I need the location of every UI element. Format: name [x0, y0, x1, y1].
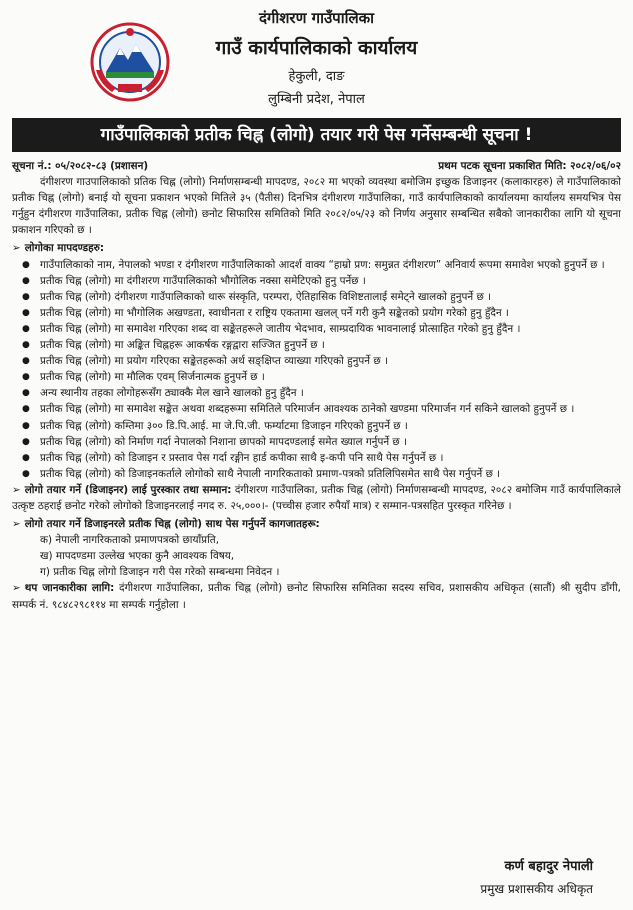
prize-text: दंगीशरण गाउँपालिका, प्रतीक चिह्न (लोगो) निर्माणसम्बन्धी मापदण्ड, २०८२ बमोजिम गाउँ कार्यपालिकाले उत्कृष्ट ठहराई छनोट गरेको लोगोको डिजाइनरलाई नगद रु. २५,०००।- (पच्चीस हजार रुपैयाँ मात्र) र सम्मान-पत्रसहित पुरस्कृत गरिनेछ ।	[12, 483, 621, 512]
publish-date: प्रथम पटक सूचना प्रकाशित मिति: २०८२/०६/०२	[438, 160, 621, 172]
list-item: ● प्रतीक चिह्न (लोगो) को डिजाइन र प्रस्ताव पेस गर्दा रङ्गीन हार्ड कपीका साथै इ-कपी पनि साथै पेस गर्नुपर्ने छ ।	[12, 450, 621, 466]
list-item: ● प्रतीक चिह्न (लोगो) मा अङ्कित चिह्नहरू आकर्षक रङ्गद्वारा सज्जित हुनुपर्ने छ ।	[12, 337, 621, 353]
list-item: ● प्रतीक चिह्न (लोगो) मा भौगोलिक अखण्डता, स्वाधीनता र राष्ट्रिय एकतामा खलल् पर्ने गरी कुनै सङ्केतको प्रयोग गरेको हुनु हुँदैन ।	[12, 305, 621, 321]
signatory-title: प्रमुख प्रशासकीय अधिकृत	[480, 882, 593, 896]
notice-title-banner: गाउँपालिकाको प्रतीक चिह्न (लोगो) तयार गरी पेस गर्नेसम्बन्धी सूचना !	[12, 118, 621, 152]
prize-section	[12, 482, 621, 514]
contact-text: दंगीशरण गाउँपालिका, प्रतीक चिह्न (लोगो) छनोट सिफारिस समितिका सदस्य सचिव, प्रशासकीय अधिकृत (सातौं) श्री सुदीप डाँगी, सम्पर्क नं. ९८४८२९८११४ मा सम्पर्क गर्नुहोला ।	[12, 582, 621, 611]
list-item: ● प्रतीक चिह्न (लोगो) मा मौलिक एवम् सिर्जनात्मक हुनुपर्ने छ ।	[12, 369, 621, 385]
list-item: ● प्रतीक चिह्न (लोगो) कम्तिमा ३०० डि.पि.आई. मा जे.पि.जी. फर्म्याटमा डिजाइन गरिएको हुनुपर्ने छ ।	[12, 418, 621, 434]
list-item: ● प्रतीक चिह्न (लोगो) दंगीशरण गाउँपालिकाको थारू संस्कृति, परम्परा, ऐतिहासिक विशिष्टतालाई समेट्ने खालको हुनुपर्ने छ ।	[12, 289, 621, 305]
notice-meta	[12, 158, 621, 174]
list-item: ● प्रतीक चिह्न (लोगो) को डिजाइनकर्ताले लोगोको साथै नेपाली नागरिकताको प्रमाण-पत्रको प्रतिलिपिसमेत साथै पेस गर्नुपर्ने छ ।	[12, 466, 621, 482]
list-item: ● प्रतीक चिह्न (लोगो) मा दंगीशरण गाउँपालिकाको भौगोलिक नक्सा समेटिएको हुनु पर्नेछ ।	[12, 273, 621, 289]
signatory-name: कर्ण बहादुर नेपाली	[504, 859, 593, 874]
criteria-heading	[12, 240, 621, 256]
documents-heading	[12, 516, 621, 532]
municipality-name: दंगीशरण गाउँपालिका	[258, 9, 375, 27]
arrow-bullet-icon: ➢	[12, 242, 21, 255]
list-item: ● प्रतीक चिह्न (लोगो) को निर्माण गर्दा नेपालको निशाना छापको मापदण्डलाई समेत ख्याल गर्नुपर्ने छ ।	[12, 434, 621, 450]
list-item: क) नेपाली नागरिकताको प्रमाणपत्रको छायाँप्रति,	[40, 534, 220, 547]
list-item: ● प्रतीक चिह्न (लोगो) मा प्रयोग गरिएका सङ्केतहरूको अर्थ सङ्क्षिप्त व्याख्या गरिएको हुनुपर्ने छ ।	[12, 353, 621, 369]
notice-body	[12, 158, 621, 613]
notice-intro: दंगीशरण गाउपालिकाको प्रतिक चिह्न (लोगो) निर्माणसम्बन्धी मापदण्ड, २०८२ मा भएको व्यवस्था बमोजिम इच्छुक डिजाइनर (कलाकारहरु) ले गाउँपालिकाको प्रतीक चिह्न (लोगो) बनाई यो सूचना प्रकाशन भएको मितिले ३५ (पैतीस) दिनभित्र दंगीशरण गाउँपालिका, गाउँ कार्यपालिकाको कार्यालयमा कार्यालय समयभित्र पेस गर्नुहुन दंगीशरण गाउँपालिका, प्रतीक चिह्न (लोगो) छनोट सिफारिस समितिको मिति २०८२/०५/२३ को निर्णय अनुसार सम्बन्धित सबैको जानकारीका लागि यो सूचना प्रकाशन गरिएको छ ।	[12, 176, 621, 237]
contact-section	[12, 580, 621, 612]
list-item: ● प्रतीक चिह्न (लोगो) मा समावेश सङ्केत अथवा शब्दहरूमा समितिले परिमार्जन आवश्यक ठानेको खण्डमा परिमार्जन गर्न सकिने खालको हुनुपर्ने छ ।	[12, 401, 621, 417]
arrow-bullet-icon: ➢	[12, 518, 21, 531]
province-name: लुम्बिनी प्रदेश, नेपाल	[268, 92, 365, 107]
documents-heading-text: लोगो तयार गर्ने डिजाइनरले प्रतीक चिह्न (लोगो) साथ पेस गर्नुपर्ने कागजातहरू:	[24, 518, 320, 531]
notice-number: सूचना नं.: ०५/२०८२-८३ (प्रशासन)	[12, 160, 149, 172]
criteria-list	[12, 257, 621, 482]
prize-heading: लोगो तयार गर्ने (डिजाइनर) लाई पुरस्कार तथा सम्मान:	[24, 483, 232, 496]
documents-list	[12, 532, 621, 580]
arrow-bullet-icon: ➢	[12, 582, 21, 595]
list-item: ● अन्य स्थानीय तहका लोगोहरूसँग ठ्याक्कै मेल खाने खालको हुनु हुँदैन ।	[12, 385, 621, 401]
contact-heading: थप जानकारीका लागि:	[24, 582, 115, 595]
list-item: ● गाउँपालिकाको नाम, नेपालको भण्डा र दंगीशरण गाउँपालिकाको आदर्श वाक्य “हाम्रो प्रण: समुन्नत दंगीशरण” अनिवार्य रूपमा समावेश भएको हुनुपर्ने छ ।	[12, 257, 621, 273]
list-item: ● प्रतीक चिह्न (लोगो) मा समावेश गरिएका शब्द वा सङ्केतहरूले जातीय भेदभाव, साम्प्रदायिक भावनालाई प्रोत्साहित गरेको हुनु हुँदैन ।	[12, 321, 621, 337]
office-location: हेकुली, दाङ	[288, 69, 345, 84]
list-item: ग) प्रतीक चिह्न लोगो डिजाइन गरी पेस गरेको सम्बन्धमा निवेदन ।	[40, 566, 280, 579]
criteria-heading-text: लोगोका मापदण्डहरु:	[24, 242, 104, 255]
office-name: गाउँ कार्यपालिकाको कार्यालय	[215, 37, 418, 59]
arrow-bullet-icon: ➢	[12, 483, 21, 496]
list-item: ख) मापदण्डमा उल्लेख भएका कुनै आवश्यक विषय,	[40, 550, 235, 563]
